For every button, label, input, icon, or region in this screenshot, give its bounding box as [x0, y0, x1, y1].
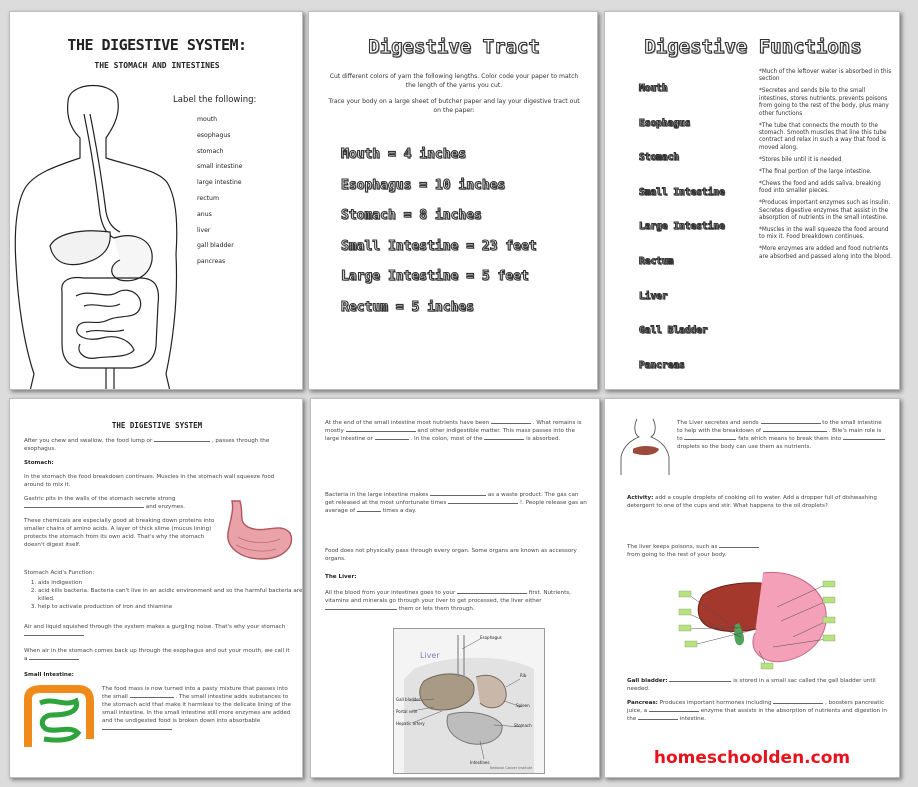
length-item: Esophagus = 10 inches — [341, 177, 506, 193]
fill-blank[interactable] — [29, 659, 79, 660]
organ-item: Liver — [639, 290, 668, 302]
function-item: *More enzymes are added and food nutrients are absorbed and passed along into the blood. — [759, 246, 892, 260]
length-item: Rectum = 5 inches — [341, 299, 475, 315]
fill-blank[interactable] — [448, 503, 518, 504]
fill-blank[interactable] — [649, 711, 699, 712]
burp-text: When air in the stomach comes back up through the esophagus and out your mouth, we call it a — [24, 648, 290, 662]
label-list — [197, 112, 242, 270]
organ-item: Esophagus — [639, 117, 691, 129]
liver-anatomy-figure — [393, 628, 545, 774]
fill-blank[interactable] — [130, 697, 174, 698]
organ-list — [639, 72, 725, 383]
worksheet-page-digestive-tract — [308, 11, 598, 390]
activity-text: Activity: add a couple droplets of cooking oil to water. Add a dropper full of dishwashing detergent to one of the cups and stir. What happens to the oil droplets? — [627, 495, 877, 509]
worksheet-page-label-diagram — [9, 11, 303, 390]
fill-blank[interactable] — [430, 495, 486, 496]
acid-item: 3. help to activate production of iron and thiamine — [38, 603, 303, 611]
liver-paragraph: All the blood from your intestines goes to your first. Nutrients, vitamins and minerals go through your liver to get processed, the liver either them or lets them through. — [325, 590, 571, 612]
label-heading: Label the following: — [173, 95, 257, 105]
figure-label: Gall bladder — [396, 697, 421, 702]
page-title: Digestive Functions — [644, 36, 862, 58]
stomach-paragraph: Gastric pits in the walls of the stomach secrete strong and enzymes. — [24, 496, 185, 510]
intestine-illustration — [20, 685, 96, 751]
fill-blank[interactable] — [154, 441, 210, 442]
length-item: Small Intestine = 23 feet — [341, 238, 537, 254]
stomach-paragraph: In the stomach the food breakdown continues. Muscles in the stomach wall squeeze food around to mix it. — [24, 474, 275, 488]
page-title: Digestive Tract — [368, 36, 540, 58]
gas-paragraph: Bacteria in the large intestine makes as a waste product. The gas can get released at the most unfortunate times !. People release gas an average of times a day. — [325, 492, 587, 514]
fill-blank[interactable] — [843, 439, 885, 440]
label-item: gall bladder — [197, 242, 234, 250]
fill-blank[interactable] — [763, 431, 827, 432]
pancreas-text: Pancreas: Produces important hormones including , boosters pancreatic juice, a enzyme that assists in the absorption of nutrients and digestion in the intestine. — [627, 700, 887, 722]
fill-blank[interactable] — [24, 635, 84, 636]
function-item: *Chews the food and adds saliva, breaking food into smaller pieces. — [759, 180, 881, 195]
figure-label: Stomach — [514, 723, 532, 728]
fill-blank[interactable] — [346, 431, 416, 432]
small-intestine-paragraph: The food mass is now turned into a pasty mixture that passes into the small . The small intestine adds substances to the stomach acid that make it harmless to the delicate lining of the small intestine. In the small intestine still more enzymes are added and the undigested food is broken down into absorbable — [102, 685, 294, 733]
function-item: *Secretes and sends bile to the small intestines, stores nutrients, prevents poisons from going to the rest of the body, plus many other functions — [759, 88, 889, 117]
fill-blank[interactable] — [684, 439, 736, 440]
figure-label: Portal vein — [396, 709, 418, 714]
section-heading-stomach: Stomach: — [24, 460, 54, 466]
organ-item: Pancreas — [639, 359, 685, 371]
label-item: rectum — [197, 194, 219, 202]
figure-credit: National Cancer Institute — [490, 766, 533, 770]
function-item: *Muscles in the wall squeeze the food around to mix it. Food breakdown continues. — [759, 227, 889, 241]
fill-blank[interactable] — [102, 729, 172, 730]
page-title: THE DIGESTIVE SYSTEM — [111, 421, 203, 430]
fill-blank[interactable] — [325, 609, 397, 610]
length-item: Stomach = 8 inches — [341, 208, 482, 224]
liver-bile-paragraph: The Liver secretes and sends to the small intestine to help with the breakdown of . Bile's main role is to fats which means to break them into droplets so the body can use them as nutrients. — [677, 419, 887, 451]
label-item: liver — [197, 226, 211, 234]
figure-title: Liver — [420, 651, 440, 660]
fill-blank[interactable] — [669, 681, 731, 682]
figure-label: Intestines — [470, 760, 490, 765]
figure-label: Hepatic artery — [396, 721, 425, 726]
label-item: mouth — [197, 116, 218, 123]
website-watermark: homeschoolden.com — [653, 748, 851, 768]
worksheet-page-digestive-functions — [604, 11, 900, 390]
label-item: pancreas — [197, 258, 226, 266]
function-item: *Produces important enzymes such as insulin. Secretes digestive enzymes that assist in the absorption of nutrients in the small intestine. — [759, 200, 891, 222]
poison-text: The liver keeps poisons, such as from going to the rest of your body. — [627, 543, 889, 559]
fill-blank[interactable] — [491, 423, 531, 424]
instruction-text: Cut different colors of yarn the following lengths. Color code your paper to match the length of the yarns you cut. — [329, 73, 579, 89]
section-heading-small-intestine: Small Intestine: — [24, 672, 74, 678]
fill-blank[interactable] — [719, 547, 759, 548]
function-item: *The tube that connects the mouth to the stomach. Smooth muscles that line this tube contract and relax in such a way that food is moved along. — [759, 122, 887, 151]
gurgle-text: Air and liquid squished through the system makes a gurgling noise. That's why your stomach — [24, 623, 294, 639]
function-item: *Stores bile until it is needed — [759, 156, 842, 163]
function-item: *The final portion of the large intestine. — [759, 168, 872, 175]
worksheet-page-stomach-intestine — [9, 398, 303, 778]
worksheet-page-large-intestine-liver — [310, 398, 600, 778]
worksheet-page-liver-gallbladder-pancreas — [604, 398, 900, 778]
organ-item: Rectum — [639, 255, 674, 267]
organ-item: Gall Bladder — [639, 325, 708, 337]
acid-item: 2. acid kills bacteria. Bacteria can't live in an acidic environment and so the harmful bacteria are killed. — [38, 587, 303, 603]
gallbladder-text: Gall bladder: is stored in a small sac called the gall bladder until needed. — [627, 678, 876, 692]
label-item: large intestine — [197, 179, 242, 187]
label-item: anus — [197, 210, 212, 218]
fill-blank[interactable] — [357, 511, 381, 512]
digestive-system-outline-illustration — [10, 74, 200, 390]
instruction-text: Trace your body on a large sheet of butcher paper and lay your digestive tract out on the paper: — [328, 98, 580, 114]
fill-blank[interactable] — [375, 439, 409, 440]
length-item: Mouth = 4 inches — [341, 147, 467, 162]
figure-label: Spleen — [516, 703, 530, 708]
page-subtitle: THE STOMACH AND INTESTINES — [94, 61, 220, 70]
yarn-lengths-list — [341, 140, 537, 324]
label-item: small intestine — [197, 163, 243, 171]
label-item: stomach — [197, 147, 224, 155]
fill-blank[interactable] — [484, 439, 524, 440]
accessory-organs-text: Food does not physically pass through every organ. Some organs are known as accessory organs. — [325, 548, 577, 562]
function-list — [759, 69, 893, 266]
label-item: esophagus — [197, 131, 231, 139]
organ-item: Large Intestine — [639, 221, 725, 233]
figure-label: Rib — [520, 673, 527, 678]
section-heading-acid: Stomach Acid's Function: — [24, 570, 95, 576]
fill-blank[interactable] — [638, 719, 678, 720]
length-item: Large Intestine = 5 feet — [341, 269, 529, 285]
fill-blank[interactable] — [773, 703, 823, 704]
organ-item: Stomach — [639, 152, 680, 164]
acid-function-list — [24, 579, 303, 611]
function-item: *Much of the leftover water is absorbed in this section — [759, 69, 892, 83]
acid-item: 1. aids indigestion — [38, 579, 303, 587]
liver-gallbladder-diagram — [677, 567, 837, 671]
page-title: THE DIGESTIVE SYSTEM: — [67, 36, 247, 54]
stomach-illustration — [218, 497, 296, 563]
intro-text: After you chew and swallow, the food lump or , passes through the esophagus. — [24, 438, 270, 452]
fill-blank[interactable] — [457, 593, 527, 594]
figure-label: Esophagus — [480, 635, 502, 640]
fill-blank[interactable] — [761, 423, 821, 424]
organ-item: Mouth — [639, 83, 668, 94]
section-heading-liver: The Liver: — [325, 574, 357, 580]
organ-item: Small Intestine — [639, 186, 725, 198]
stomach-paragraph: These chemicals are especially good at breaking down proteins into smaller chains of amino acids. A layer of thick slime (mucus lining) protects the stomach from its own acid. That's why the stomach doesn't digest itself. — [24, 518, 215, 548]
large-intestine-paragraph: At the end of the small intestine most nutrients have been . What remains is mostly and other indigestible matter. This mass passes into the large intestine or . In the colon, most of the is absorbed. — [325, 420, 582, 442]
fill-blank[interactable] — [24, 507, 144, 508]
torso-liver-illustration — [619, 417, 671, 475]
